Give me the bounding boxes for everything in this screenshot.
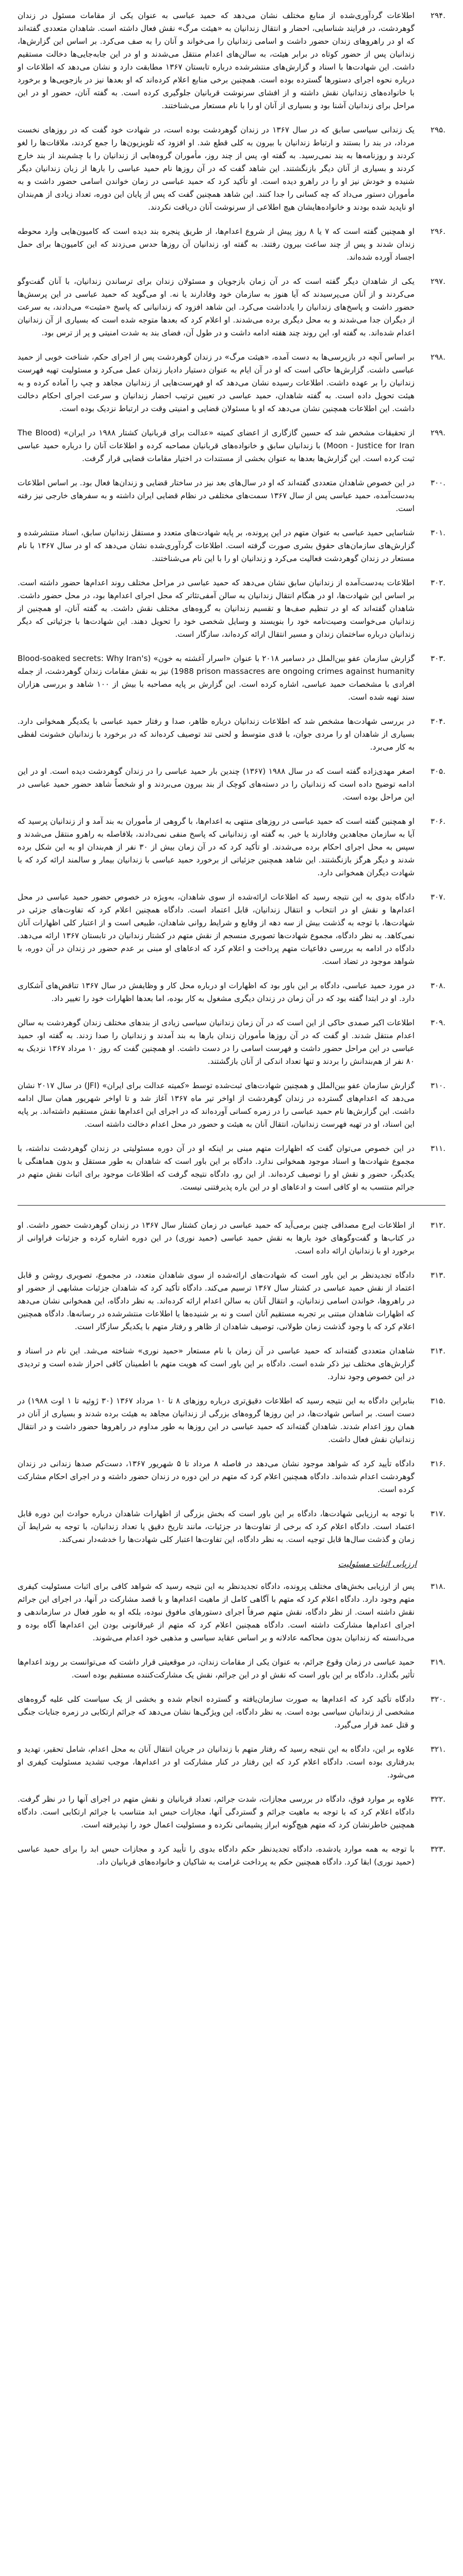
paragraph-text: دادگاه بدوی به این نتیجه رسید که اطلاعات ارائه‌شده از سوی شاهدان، به‌ویژه در خصوص حضور حمید عباسی در محل اعدام‌ها و نقش او در انتخاب و انتقال زندانیان، قابل اعتماد است. دادگاه همچنین اعلام کرد که تفاوت‌های جزئی در شهادت‌ها، با توجه به گذشت بیش از سه دهه از وقایع و شرایط روانی شاهدان، طبیعی است و از اعتبار کلی اظهارات آنان نمی‌کاهد. به نظر دادگاه، مجموع شهادت‌ها تصویری منسجم از نقش متهم در کشتار زندانیان در تابستان ۱۳۶۷ ارائه می‌دهد. دادگاه در ادامه به بررسی دفاعیات متهم پرداخت و اعلام کرد که ادعاهای او مبنی بر عدم حضور در زندان در آن دوره، با شواهد موجود در تضاد است. xyxy=(18,892,415,966)
numbered-paragraph xyxy=(18,979,445,1005)
numbered-paragraph xyxy=(18,1219,445,1258)
numbered-paragraph xyxy=(18,1395,445,1446)
numbered-paragraph xyxy=(18,1507,445,1546)
paragraph-text: دادگاه تأیید کرد که شواهد موجود نشان می‌دهد در فاصله ۸ مرداد تا ۵ شهریور ۱۳۶۷، دست‌کم صدها زندانی در زندان گوهردشت اعدام شده‌اند. دادگاه همچنین اعلام کرد که متهم در این دوره در زندان حضور داشته و در اجرای احکام مشارکت کرده است. xyxy=(18,1459,415,1494)
numbered-paragraph xyxy=(18,124,445,214)
numbered-paragraph xyxy=(18,715,445,754)
paragraph-text: در این خصوص شاهدان متعددی گفته‌اند که او در سال‌های بعد نیز در ساختار قضایی و زندان‌ها فعال بود. بر اساس اطلاعات به‌دست‌آمده، حمید عباسی پس از سال ۱۳۶۷ سمت‌های مختلفی در نظام قضایی ایران داشته و به سفرهای خارجی نیز رفته است. xyxy=(18,478,415,513)
numbered-paragraph xyxy=(18,477,445,515)
paragraph-number: ۳۱۴. xyxy=(431,1346,445,1355)
paragraph-text: علاوه بر موارد فوق، دادگاه در بررسی مجازات، شدت جرائم، تعداد قربانیان و نقش متهم در اجرای آنها را در نظر گرفت. دادگاه اعلام کرد که با توجه به ماهیت جرائم و گستردگی آنها، مجازات حبس ابد متناسب با جرائم ارتکابی است. دادگاه همچنین خاطرنشان کرد که متهم هیچ‌گونه ابراز پشیمانی نکرده و مسئولیت اعمال خود را نپذیرفته است. xyxy=(18,1794,415,1829)
paragraph-number: ۲۹۶. xyxy=(431,227,445,236)
numbered-paragraph xyxy=(18,351,445,415)
section-divider xyxy=(18,1205,445,1206)
paragraph-number: ۳۰۸. xyxy=(431,981,445,990)
paragraph-number: ۳۱۵. xyxy=(431,1396,445,1405)
numbered-paragraph xyxy=(18,9,445,112)
paragraph-number: ۳۱۹. xyxy=(431,1657,445,1667)
paragraph-number: ۳۰۰. xyxy=(431,478,445,487)
paragraph-text: از اطلاعات ایرج مصداقی چنین برمی‌آید که حمید عباسی در زمان کشتار سال ۱۳۶۷ در زندان گوهردشت حضور داشت. او در کتاب‌ها و گفت‌وگوهای خود بارها به نقش حمید عباسی (حمید نوری) در این دوره اشاره کرده و جزئیات فراوانی از برخورد او با زندانیان ارائه داده است. xyxy=(18,1221,415,1256)
paragraph-text: حمید عباسی در زمان وقوع جرائم، به عنوان یکی از مقامات زندان، در موقعیتی قرار داشت که می‌توانست بر روند اعدام‌ها تأثیر بگذارد. دادگاه بر این باور است که نقش او در این جرائم، نقش یک مشارکت‌کننده مستقیم بوده است. xyxy=(18,1657,415,1680)
numbered-paragraph xyxy=(18,1693,445,1732)
paragraph-text: علاوه بر این، دادگاه به این نتیجه رسید که رفتار متهم با زندانیان در جریان انتقال آنان به محل اعدام، شامل تحقیر، تهدید و بدرفتاری بوده است. دادگاه اعلام کرد که این رفتار در کنار مشارکت او در اعدام‌ها، موجب تشدید مسئولیت کیفری او می‌شود. xyxy=(18,1744,415,1780)
paragraph-number: ۳۲۳. xyxy=(431,1844,445,1854)
numbered-paragraph xyxy=(18,1580,445,1645)
paragraph-number: ۳۰۳. xyxy=(431,654,445,663)
numbered-paragraph xyxy=(18,765,445,804)
paragraph-number: ۳۱۳. xyxy=(431,1270,445,1280)
numbered-paragraph xyxy=(18,275,445,340)
paragraph-number: ۳۰۵. xyxy=(431,767,445,776)
paragraph-number: ۳۰۲. xyxy=(431,578,445,587)
paragraph-text: اطلاعات اکبر صمدی حاکی از این است که در آن زمان زندانیان سیاسی زیادی از بندهای مختلف زندان گوهردشت به سالن اعدام منتقل شدند. او گفت که در آن روزها مأموران زندان بارها به بند آمدند و زندانیان را صدا زدند. به گفته او، حمید عباسی در این مراحل حضور داشت و فهرست اسامی را در دست داشت. او همچنین گفت که روز ۱۰ مرداد ۱۳۶۷ نزدیک به ۸۰ نفر از هم‌بندانش را بردند و تنها تعداد اندکی از آنان بازگشتند. xyxy=(18,1018,415,1066)
paragraph-number: ۳۲۲. xyxy=(431,1794,445,1804)
paragraph-number: ۳۱۶. xyxy=(431,1459,445,1468)
paragraph-number: ۳۱۸. xyxy=(431,1582,445,1591)
paragraph-text: بر اساس آنچه در بازپرسی‌ها به دست آمده، «هیئت مرگ» در زندان گوهردشت پس از اجرای حکم، شناخت خوبی از حمید عباسی داشت. گزارش‌ها حاکی است که او در آن ایام به عنوان دستیار دادیار زندان عمل می‌کرد و مسئولیت تهیه فهرست زندانیان را بر عهده داشت. اطلاعات رسیده نشان می‌دهد که او فهرست‌هایی از زندانیان مجاهد و چپ را آماده کرده و به هیئت تحویل داده است. به گفته شاهدان، حمید عباسی در تعیین ترتیب احضار زندانیان و سرعت اجرای احکام دخالت داشت. این اطلاعات همچنین نشان می‌دهد که او با مسئولان قضایی و امنیتی وقت در ارتباط نزدیک بوده است. xyxy=(18,352,415,413)
paragraph-text: در مورد حمید عباسی، دادگاه بر این باور بود که اظهارات او درباره محل کار و وظایفش در سال ۱۳۶۷ تناقض‌های آشکاری دارد. او در ابتدا گفته بود که در آن زمان در زندان دیگری مشغول به کار بوده، اما بعدها اظهارات خود را تغییر داد. xyxy=(18,981,415,1003)
paragraph-number: ۳۲۰. xyxy=(431,1694,445,1704)
numbered-paragraph xyxy=(18,891,445,968)
numbered-paragraph xyxy=(18,1016,445,1068)
numbered-paragraph xyxy=(18,1458,445,1496)
paragraph-text: شاهدان متعددی گفته‌اند که حمید عباسی در آن زمان با نام مستعار «حمید نوری» شناخته می‌شد. این نام در اسناد و گزارش‌های مختلف نیز ذکر شده است. دادگاه بر این باور است که هویت متهم با اطمینان کافی احراز شده است و تردیدی در این خصوص وجود ندارد. xyxy=(18,1346,415,1381)
numbered-paragraph xyxy=(18,577,445,641)
numbered-paragraph xyxy=(18,652,445,704)
numbered-paragraph xyxy=(18,1345,445,1383)
paragraph-text: در بررسی شهادت‌ها مشخص شد که اطلاعات زندانیان درباره ظاهر، صدا و رفتار حمید عباسی با یکدیگر همخوانی دارد. بسیاری از شاهدان او را مردی جوان، با قدی متوسط و لحنی تند توصیف کرده‌اند که در برخورد با زندانیان خشونت لفظی به کار می‌برد. xyxy=(18,717,415,752)
paragraph-text: گزارش سازمان عفو بین‌الملل در دسامبر ۲۰۱۸ با عنوان «اسرار آغشته به خون» (Blood-soaked secrets: Why Iran's 1988 prison massacres are ongoing crimes against humanity) نیز به نقش مقامات زندان گوهردشت، از جمله افرادی با مشخصات حمید عباسی، اشاره کرده است. این گزارش بر پایه مصاحبه با بیش از ۱۰۰ شاهد و بررسی هزاران سند تهیه شده است. xyxy=(18,654,415,702)
numbered-paragraph xyxy=(18,1843,445,1869)
paragraph-number: ۳۲۱. xyxy=(431,1744,445,1754)
paragraph-text: پس از ارزیابی بخش‌های مختلف پرونده، دادگاه تجدیدنظر به این نتیجه رسید که شواهد کافی برای اثبات مسئولیت کیفری متهم وجود دارد. دادگاه اعلام کرد که متهم با آگاهی کامل از ماهیت اعدام‌ها و با قصد مشارکت در آنها، در اجرای این جرائم نقش داشته است. از نظر دادگاه، نقش متهم صرفاً اجرای دستورهای مافوق نبوده، بلکه او به طور فعال در سازماندهی و اجرای اعدام‌ها مشارکت داشته است. دادگاه همچنین اعلام کرد که متهم از غیرقانونی بودن این اعدام‌ها آگاه بوده و می‌دانسته که زندانیان بدون محاکمه عادلانه و بر اساس عقاید سیاسی و مذهبی خود اعدام می‌شوند. xyxy=(18,1582,415,1642)
numbered-paragraph xyxy=(18,1793,445,1832)
paragraph-number: ۳۰۶. xyxy=(431,817,445,826)
paragraph-text: اصغر مهدی‌زاده گفته است که در سال ۱۹۸۸ (۱۳۶۷) چندین بار حمید عباسی را در زندان گوهردشت دیده است. او در این ادامه توضیح داده است که زندانیان را در دسته‌های کوچک از بند بیرون می‌بردند و او شخصاً شاهد حضور حمید عباسی در این مراحل بوده است. xyxy=(18,767,415,802)
paragraph-text: او همچنین گفته است که ۷ یا ۸ روز پیش از شروع اعدام‌ها، از طریق پنجره بند دیده است که کامیون‌هایی وارد محوطه زندان شدند و پس از چند ساعت بیرون رفتند. به گفته او، زندانیان آن روزها حدس می‌زدند که این کامیون‌ها برای حمل اجساد آورده شده‌اند. xyxy=(18,227,415,262)
numbered-paragraph xyxy=(18,1079,445,1131)
numbered-paragraph xyxy=(18,1656,445,1682)
paragraph-number: ۳۰۹. xyxy=(431,1018,445,1027)
paragraph-text: از تحقیقات مشخص شد که حسین گازگاری از اعضای کمیته «عدالت برای قربانیان کشتار ۱۹۸۸ در ایران» (The Blood Moon - Justice for Iran) با زندانیان سابق و خانواده‌های قربانیان مصاحبه کرده و اطلاعات آنان را درباره حمید عباسی ثبت کرده است. این گزارش‌ها بعدها به عنوان بخشی از مستندات در اختیار مقامات قضایی قرار گرفت. xyxy=(18,428,415,463)
paragraph-number: ۳۱۱. xyxy=(431,1144,445,1153)
paragraph-number: ۲۹۸. xyxy=(431,352,445,362)
numbered-paragraph xyxy=(18,1269,445,1333)
paragraph-number: ۲۹۹. xyxy=(431,428,445,437)
numbered-paragraph xyxy=(18,815,445,879)
paragraph-number: ۳۱۰. xyxy=(431,1081,445,1090)
paragraph-text: گزارش سازمان عفو بین‌الملل و همچنین شهادت‌های ثبت‌شده توسط «کمیته عدالت برای ایران» (JFI) در سال ۲۰۱۷ نشان می‌دهد که اعدام‌های گسترده در زندان گوهردشت از اواخر تیر ماه ۱۳۶۷ آغاز شد و تا اواخر شهریور همان سال ادامه داشت. این گزارش‌ها نام حمید عباسی را در زمره کسانی آورده‌اند که در اجرای این اعدام‌ها نقش مستقیم داشته‌اند. بر پایه این اسناد، او در تهیه فهرست زندانیان، انتقال آنان به هیئت و حضور در محل اعدام دخالت داشته است. xyxy=(18,1081,415,1129)
numbered-paragraph xyxy=(18,1142,445,1194)
paragraph-number: ۳۱۷. xyxy=(431,1509,445,1518)
paragraph-number: ۳۰۴. xyxy=(431,717,445,726)
paragraph-text: اطلاعات به‌دست‌آمده از زندانیان سابق نشان می‌دهد که حمید عباسی در مراحل مختلف روند اعدام‌ها حضور داشته است. بر اساس این شهادت‌ها، او در هنگام انتقال زندانیان به سالن آمفی‌تئاتر که محل اجرای اعدام‌ها بود، در محل حضور داشت. شاهدان گفته‌اند که او در تنظیم صف‌ها و تقسیم زندانیان به گروه‌های مختلف نقش داشت. به گفته آنان، او همچنین از زندانیان می‌خواست وصیت‌نامه خود را بنویسند و وسایل شخصی خود را تحویل دهند. این شهادت‌ها با جزئیاتی که دیگر زندانیان درباره ساختمان زندان و مسیر انتقال ارائه کرده‌اند، سازگار است. xyxy=(18,578,415,639)
paragraph-text: اطلاعات گردآوری‌شده از منابع مختلف نشان می‌دهد که حمید عباسی به عنوان یکی از مقامات مسئول در زندان گوهردشت، در فرایند شناسایی، احضار و انتقال زندانیان به «هیئت مرگ» نقش فعال داشته است. شاهدان متعددی گفته‌اند که او در راهروهای زندان حضور داشت و اسامی زندانیان را می‌خواند و آنان را به صف می‌کرد. بر اساس این گزارش‌ها، زندانیان پس از حضور کوتاه در برابر هیئت، به سالن‌های اعدام منتقل می‌شدند و او در این جابه‌جایی‌ها دخالت مستقیم داشت. این شهادت‌ها با اسناد و گزارش‌های منتشرشده درباره تابستان ۱۳۶۷ مطابقت دارد و نشان می‌دهد که اطلاعات او درباره نحوه اجرای دستورها گسترده بوده است. همچنین برخی منابع اعلام کرده‌اند که او بعدها نیز در بازجویی‌ها و برخورد با خانواده‌های زندانیان نقش داشته و از افشای سرنوشت قربانیان جلوگیری کرده است. به گفته آنان، حضور او در این مراحل برای زندانیان آشنا بود و بسیاری از آنان او را با نام مستعار می‌شناختند. xyxy=(18,11,415,110)
paragraph-block-top xyxy=(18,9,445,1194)
paragraph-text: دادگاه تجدیدنظر بر این باور است که شهادت‌های ارائه‌شده از سوی شاهدان متعدد، در مجموع، تصویری روشن و قابل اعتماد از نقش حمید عباسی در کشتار سال ۱۳۶۷ ترسیم می‌کند. دادگاه تأکید کرد که شاهدان جزئیات مشابهی از حضور او در راهروها، خواندن اسامی زندانیان، و انتقال آنان به سالن اعدام ارائه کرده‌اند. به نظر دادگاه، این همخوانی نشان می‌دهد که اظهارات شاهدان مبتنی بر تجربه مستقیم آنان است و نه بر شنیده‌ها یا اطلاعات منتشرشده در رسانه‌ها. دادگاه همچنین اعلام کرد که با وجود گذشت زمان طولانی، توصیف شاهدان از ظاهر و رفتار متهم با یکدیگر سازگار است. xyxy=(18,1270,415,1331)
paragraph-text: او همچنین گفته است که حمید عباسی در روزهای منتهی به اعدام‌ها، با گروهی از مأموران به بند آمد و از زندانیان پرسید که آیا به سازمان مجاهدین وفادارند یا خیر. به گفته او، زندانیانی که پاسخ منفی نمی‌دادند، بلافاصله به راهرو منتقل می‌شدند و سپس به محل اجرای احکام برده می‌شدند. او تأکید کرد که در آن زمان بیش از ۳۰ نفر از هم‌بندان او به این شکل برده شدند و دیگر هرگز بازنگشتند. این شاهد همچنین جزئیاتی از برخورد حمید عباسی با زندانیان بیمار و سالمند ارائه کرد که با شهادت دیگران همخوانی دارد. xyxy=(18,817,415,877)
numbered-paragraph xyxy=(18,1743,445,1782)
paragraph-text: یکی از شاهدان دیگر گفته است که در آن زمان بازجویان و مسئولان زندان برای ترساندن زندانیان، با آنان گفت‌وگو می‌کردند و از آنان می‌پرسیدند که آیا هنوز به سازمان خود وفادارند یا نه. او می‌گوید که حمید عباسی در این پرسش‌ها حضور داشت و پاسخ‌های زندانیان را یادداشت می‌کرد. این شاهد افزود که زندانیانی که پاسخ «مثبت» می‌دادند، به سرعت از دیگران جدا می‌شدند و به محل دیگری برده می‌شدند. او اعلام کرد که بعدها متوجه شده است که بسیاری از آن زندانیان اعدام شده‌اند. به گفته او، این روند چند هفته ادامه داشت و در طول آن، فضای بند به شدت امنیتی و پر از ترس بود. xyxy=(18,277,415,337)
paragraph-text: بنابراین دادگاه به این نتیجه رسید که اطلاعات دقیق‌تری درباره روزهای ۸ تا ۱۰ مرداد ۱۳۶۷ (۳۰ ژوئیه تا ۱ اوت ۱۹۸۸) در دست است. بر اساس شهادت‌ها، در این روزها گروه‌های بزرگی از زندانیان مجاهد به هیئت برده شدند و بسیاری از آنان در همان روز اعدام شدند. شاهدان گفته‌اند که حمید عباسی در این روزها به طور مداوم در راهروها حضور داشت و در انتقال زندانیان نقش فعال داشت. xyxy=(18,1396,415,1444)
paragraph-text: با توجه به همه موارد یادشده، دادگاه تجدیدنظر حکم دادگاه بدوی را تأیید کرد و مجازات حبس ابد را برای حمید عباسی (حمید نوری) ابقا کرد. دادگاه همچنین حکم به پرداخت غرامت به شاکیان و خانواده‌های قربانیان داد. xyxy=(18,1844,415,1867)
paragraph-number: ۲۹۷. xyxy=(431,277,445,286)
paragraph-number: ۳۱۲. xyxy=(431,1221,445,1230)
numbered-paragraph xyxy=(18,527,445,565)
paragraph-block-bottom xyxy=(18,1219,445,1546)
paragraph-number: ۲۹۵. xyxy=(431,125,445,134)
paragraph-block-final xyxy=(18,1580,445,1869)
section-heading: ارزیابی اثبات مسئولیت xyxy=(338,1559,417,1569)
numbered-paragraph xyxy=(18,427,445,465)
paragraph-number: ۳۰۷. xyxy=(431,892,445,902)
numbered-paragraph xyxy=(18,225,445,264)
paragraph-text: با توجه به ارزیابی شهادت‌ها، دادگاه بر این باور است که بخش بزرگی از اظهارات شاهدان درباره حوادث این دوره قابل اعتماد است. دادگاه اعلام کرد که برخی از تفاوت‌ها در جزئیات، مانند تاریخ دقیق یا تعداد زندانیان، با توجه به شرایط آن زمان و گذشت سال‌ها قابل توجیه است. به نظر دادگاه، این تفاوت‌ها اعتبار کلی شهادت‌ها را خدشه‌دار نمی‌کند. xyxy=(18,1509,415,1544)
paragraph-text: دادگاه تأکید کرد که اعدام‌ها به صورت سازمان‌یافته و گسترده انجام شده و بخشی از یک سیاست کلی علیه گروه‌های مشخصی از زندانیان سیاسی بوده است. به نظر دادگاه، این ویژگی‌ها نشان می‌دهد که جرائم ارتکابی در زمره جنایات جنگی و قتل عمد قرار می‌گیرد. xyxy=(18,1694,415,1730)
paragraph-number: ۲۹۴. xyxy=(431,11,445,20)
paragraph-text: یک زندانی سیاسی سابق که در سال ۱۳۶۷ در زندان گوهردشت بوده است، در شهادت خود گفت که در روزهای نخست مرداد، در بند را بستند و ارتباط زندانیان با بیرون به کلی قطع شد. او افزود که تلویزیون‌ها را جمع کردند، ملاقات‌ها را لغو کردند و روزنامه‌ها به بند نمی‌رسید. به گفته او، پس از چند روز، مأموران گروه‌هایی از زندانیان را با چشم‌بند از بند خارج کردند و بسیاری از آنان دیگر بازنگشتند. این شاهد گفت که در آن روزها نام حمید عباسی را بارها از زبان زندانیان دیگر شنیده و خودش نیز او را در راهرو دیده است. او تأکید کرد که حمید عباسی در زمان خواندن اسامی حضور داشت و به مأموران دستور می‌داد که چه کسانی را جدا کنند. این شاهد همچنین گفت که پس از پایان این دوره، تعداد زیادی از هم‌بندان او ناپدید شده بودند و خانواده‌هایشان هیچ اطلاعی از سرنوشت آنان دریافت نکردند. xyxy=(18,125,415,212)
paragraph-text: در این خصوص می‌توان گفت که اظهارات متهم مبنی بر اینکه او در آن دوره مسئولیتی در زندان گوهردشت نداشته، با مجموع شهادت‌ها و اسناد موجود همخوانی ندارد. دادگاه بر این باور است که شاهدان به طور مستقل و بدون هماهنگی با یکدیگر، حضور و نقش او را توصیف کرده‌اند. از این رو، دادگاه نتیجه گرفت که اطلاعات موجود برای اثبات نقش متهم در جرائم منتسب به او کافی است و ادعاهای او در این باره پذیرفتنی نیست. xyxy=(18,1144,415,1192)
paragraph-text: شناسایی حمید عباسی به عنوان متهم در این پرونده، بر پایه شهادت‌های متعدد و مستقل زندانیان سابق، اسناد منتشرشده و گزارش‌های سازمان‌های حقوق بشری صورت گرفته است. اطلاعات گردآوری‌شده نشان می‌دهد که او در سال ۱۳۶۷ با نام مستعار در زندان گوهردشت فعالیت می‌کرد و زندانیان او را با این نام می‌شناختند. xyxy=(18,528,415,563)
paragraph-number: ۳۰۱. xyxy=(431,528,445,537)
